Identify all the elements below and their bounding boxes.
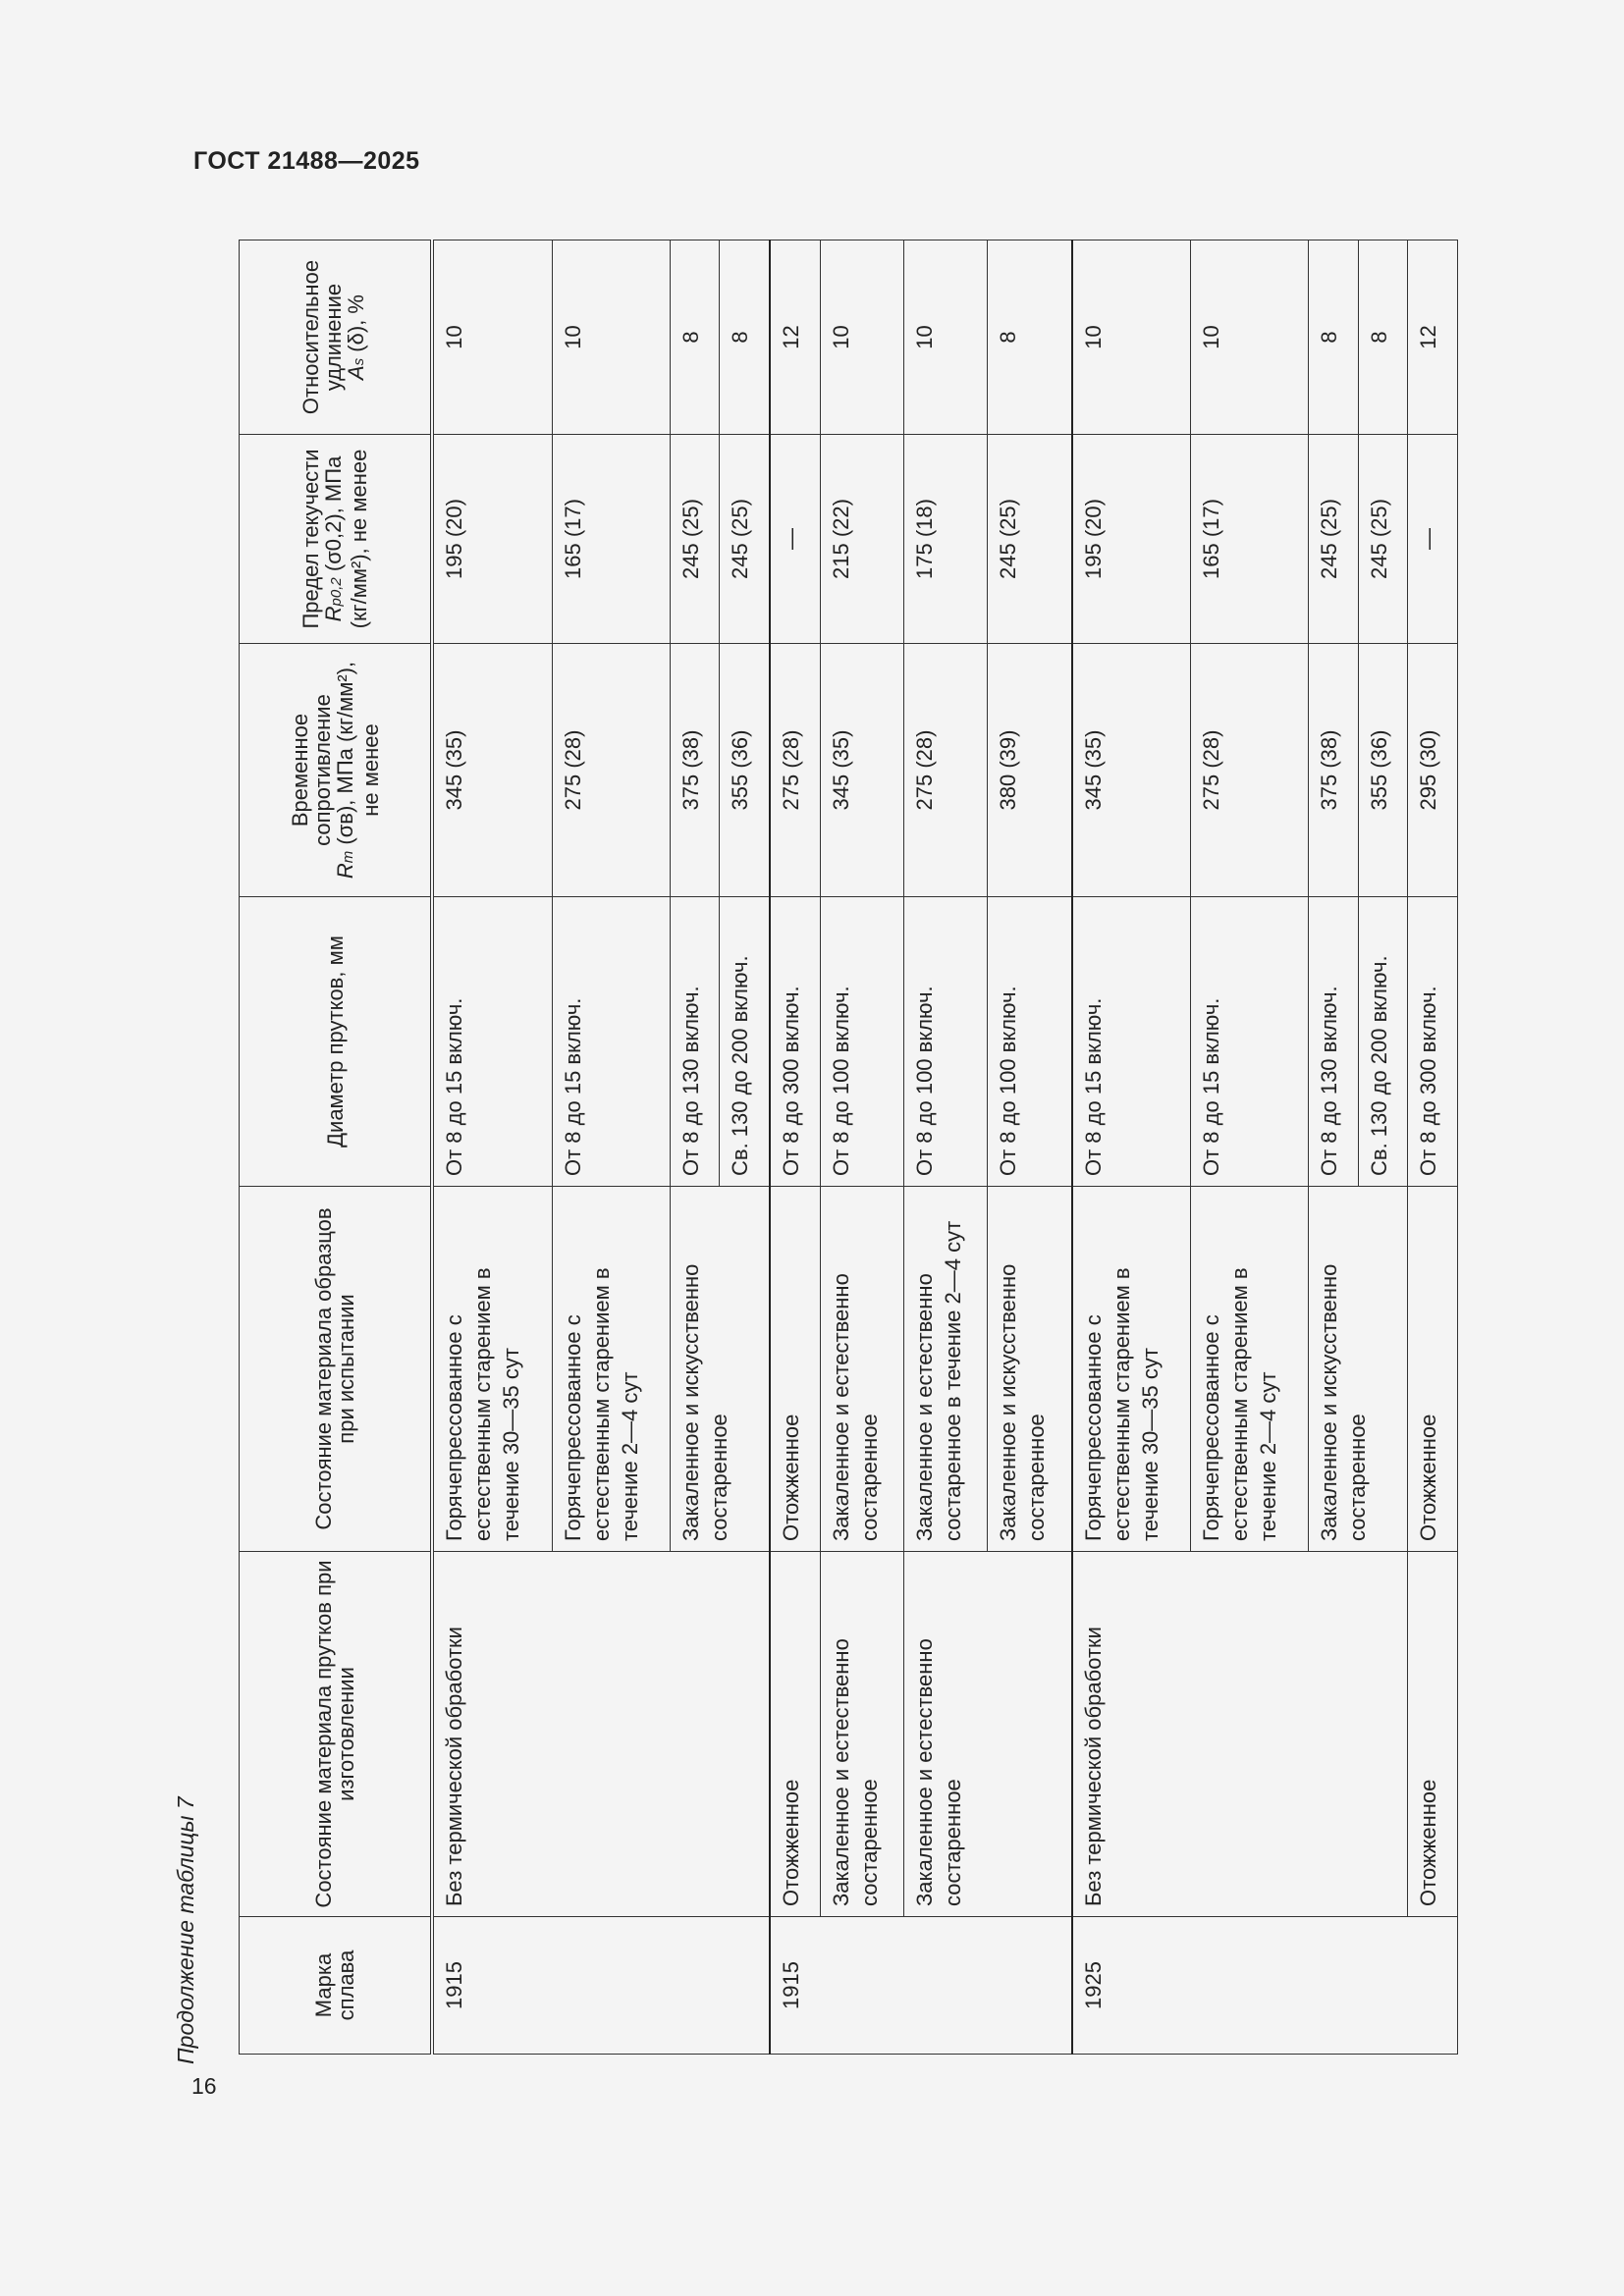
cell-yield: 245 (25) [720,435,770,644]
cell-tensile: 295 (30) [1408,644,1458,897]
header-grade: Марка сплава [240,1917,433,2055]
cell-elongation: 8 [1358,240,1408,435]
table-row [770,240,820,2055]
cell-elongation: 12 [770,240,820,435]
cell-yield: 245 (25) [988,435,1072,644]
cell-tensile: 345 (35) [432,644,552,897]
cell-tensile: 275 (28) [552,644,670,897]
cell-yield: 195 (20) [432,435,552,644]
cell-yield: 175 (18) [903,435,987,644]
cell-elongation: 8 [670,240,720,435]
cell-elongation: 10 [1072,240,1191,435]
cell-diameter: От 8 до 300 включ. [1408,897,1458,1187]
header-diameter: Диаметр прутков, мм [240,897,433,1187]
header-yield-label: Предел текучести [298,449,323,629]
table-row [820,240,903,2055]
cell-tensile: 345 (35) [1072,644,1191,897]
header-state-test: Состояние материала образцов при испытании [240,1187,433,1552]
cell-diameter: От 8 до 100 включ. [903,897,987,1187]
header-elong-unit: (δ), % [344,294,368,352]
header-state-manufacture: Состояние материала прутков при изготовлении [240,1552,433,1917]
cell-yield: 245 (25) [1309,435,1359,644]
cell-grade: 1915 [432,1917,770,2055]
cell-state-manufacture: Закаленное и естественно состаренное [903,1552,1071,1917]
cell-yield: 195 (20) [1072,435,1191,644]
mechanical-properties-table [239,240,1458,2055]
header-tensile-label: Временное сопротивление [287,694,335,846]
cell-diameter: От 8 до 100 включ. [988,897,1072,1187]
standard-code: ГОСТ 21488—2025 [193,147,420,175]
cell-elongation: 10 [1191,240,1309,435]
cell-diameter: От 8 до 300 включ. [770,897,820,1187]
cell-state-test: Горячепрессованное с естественным старением в течение 2—4 сут [552,1187,670,1552]
cell-elongation: 8 [720,240,770,435]
cell-state-test: Закаленное и естественно состаренное в течение 2—4 сут [903,1187,987,1552]
cell-elongation: 8 [988,240,1072,435]
header-elong-label: Относительное удлинение [298,259,346,415]
cell-yield: — [1408,435,1458,644]
cell-yield: 245 (25) [1358,435,1408,644]
cell-yield: 215 (22) [820,435,903,644]
table-continuation-label: Продолжение таблицы 7 [173,1796,198,2064]
cell-diameter: Св. 130 до 200 включ. [720,897,770,1187]
cell-elongation: 10 [552,240,670,435]
table-row [1072,240,1191,2055]
cell-grade: 1915 [770,1917,1072,2055]
cell-state-test: Закаленное и искусственно состаренное [670,1187,770,1552]
table-row [903,240,987,2055]
table-row [432,240,552,2055]
header-elongation: Относительное удлинение As (δ), % [240,240,433,435]
cell-yield: — [770,435,820,644]
table-row [1408,240,1458,2055]
cell-tensile: 275 (28) [770,644,820,897]
cell-tensile: 380 (39) [988,644,1072,897]
cell-diameter: Св. 130 до 200 включ. [1358,897,1408,1187]
cell-elongation: 10 [903,240,987,435]
cell-state-test: Отожженное [770,1187,820,1552]
cell-diameter: От 8 до 15 включ. [552,897,670,1187]
cell-state-test: Закаленное и естественно состаренное [820,1187,903,1552]
cell-elongation: 8 [1309,240,1359,435]
mechanical-properties-table-rotated [239,240,1458,2055]
cell-state-test: Горячепрессованное с естественным старением в течение 2—4 сут [1191,1187,1309,1552]
cell-state-test: Отожженное [1408,1187,1458,1552]
cell-state-manufacture: Закаленное и естественно состаренное [820,1552,903,1917]
cell-diameter: От 8 до 100 включ. [820,897,903,1187]
cell-elongation: 10 [820,240,903,435]
cell-state-manufacture: Отожженное [1408,1552,1458,1917]
cell-yield: 165 (17) [1191,435,1309,644]
cell-tensile: 275 (28) [903,644,987,897]
cell-grade: 1925 [1072,1917,1458,2055]
cell-tensile: 375 (38) [670,644,720,897]
cell-diameter: От 8 до 130 включ. [670,897,720,1187]
cell-tensile: 355 (36) [1358,644,1408,897]
cell-elongation: 12 [1408,240,1458,435]
cell-tensile: 375 (38) [1309,644,1359,897]
page-number: 16 [191,2073,217,2099]
cell-state-manufacture: Отожженное [770,1552,820,1917]
cell-state-test: Горячепрессованное с естественным старением в течение 30—35 сут [432,1187,552,1552]
cell-diameter: От 8 до 130 включ. [1309,897,1359,1187]
cell-tensile: 355 (36) [720,644,770,897]
cell-yield: 165 (17) [552,435,670,644]
header-tensile-unit: (σв), МПа (кг/мм²), не менее [332,661,383,845]
cell-diameter: От 8 до 15 включ. [1191,897,1309,1187]
header-yield: Предел текучести Rp0,2 (σ0,2), МПа (кг/мм²), не менее [240,435,433,644]
cell-diameter: От 8 до 15 включ. [432,897,552,1187]
cell-tensile: 345 (35) [820,644,903,897]
table-header-row [240,240,433,2055]
header-yield-unit: (σ0,2), МПа (кг/мм²), не менее [321,449,371,629]
cell-elongation: 10 [432,240,552,435]
cell-diameter: От 8 до 15 включ. [1072,897,1191,1187]
cell-state-test: Закаленное и искусственно состаренное [1309,1187,1408,1552]
cell-state-test: Закаленное и искусственно состаренное [988,1187,1072,1552]
header-tensile: Временное сопротивление Rm (σв), МПа (кг/мм²), не менее [240,644,433,897]
cell-state-manufacture: Без термической обработки [1072,1552,1408,1917]
cell-state-test: Горячепрессованное с естественным старением в течение 30—35 сут [1072,1187,1191,1552]
cell-yield: 245 (25) [670,435,720,644]
cell-tensile: 275 (28) [1191,644,1309,897]
cell-state-manufacture: Без термической обработки [432,1552,770,1917]
